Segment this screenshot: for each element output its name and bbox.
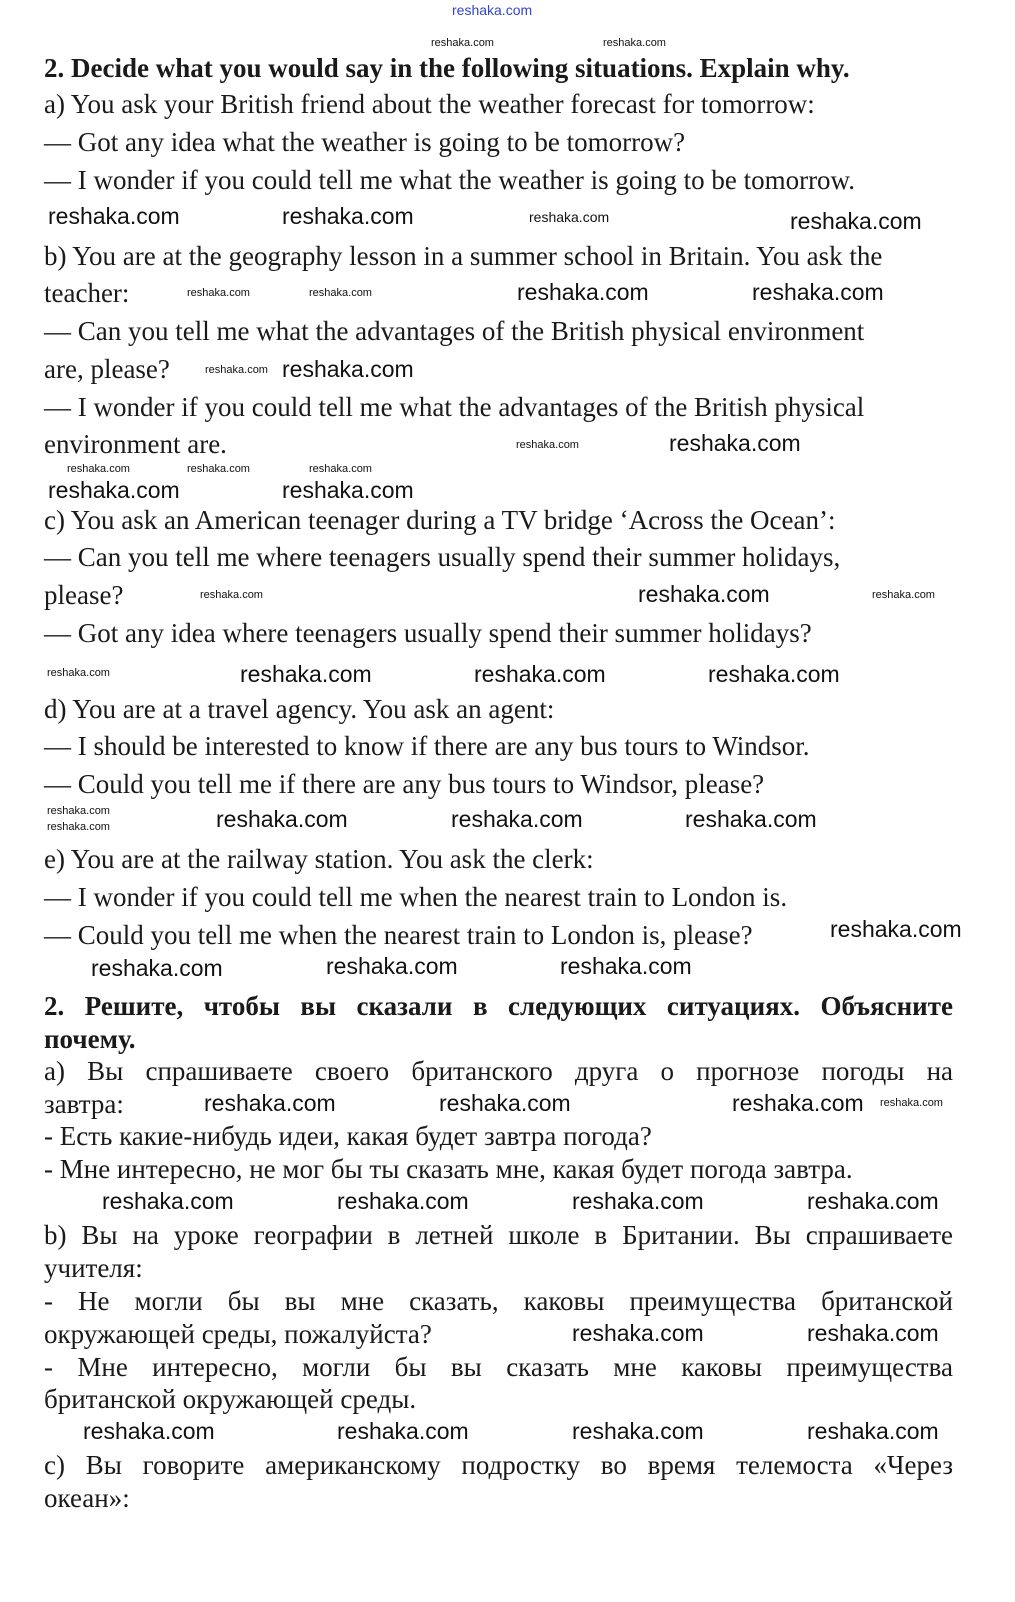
text-line: с) Вы говорите американскому подростку во время телемоста «Через (44, 1450, 953, 1480)
watermark: reshaka.com (200, 589, 263, 601)
watermark: reshaka.com (337, 1188, 469, 1214)
text-line: environment are. (44, 429, 227, 459)
watermark: reshaka.com (439, 1090, 571, 1116)
text-line: — I wonder if you could tell me when the nearest train to London is. (44, 882, 788, 912)
text-line: учителя: (44, 1253, 143, 1283)
text-line: — I wonder if you could tell me what the advantages of the British physical (44, 392, 865, 422)
text-line: b) Вы на уроке географии в летней школе в Британии. Вы спрашиваете (44, 1220, 953, 1250)
watermark: reshaka.com (309, 463, 372, 475)
text-line: teacher: (44, 278, 130, 308)
watermark: reshaka.com (560, 953, 692, 979)
exercise-heading-ru-cont: почему. (44, 1024, 136, 1054)
exercise-heading-ru: 2. Решите, чтобы вы сказали в следующих ситуациях. Объясните (44, 991, 953, 1021)
text-line: please? (44, 580, 124, 610)
watermark: reshaka.com (708, 661, 840, 687)
watermark: reshaka.com (282, 356, 414, 382)
watermark: reshaka.com (102, 1188, 234, 1214)
watermark: reshaka.com (452, 2, 533, 18)
text-line: - Мне интересно, могли бы вы сказать мне каковы преимущества (44, 1352, 953, 1382)
exercise-heading-en: 2. Decide what you would say in the following situations. Explain why. (44, 53, 850, 83)
text-line: are, please? (44, 354, 170, 384)
text-line: — I wonder if you could tell me what the weather is going to be tomorrow. (44, 165, 856, 195)
text-line: b) You are at the geography lesson in a summer school in Britain. You ask the (44, 241, 883, 271)
watermark: reshaka.com (669, 430, 801, 456)
text-line: — Got any idea what the weather is going to be tomorrow? (44, 127, 686, 157)
watermark: reshaka.com (529, 209, 610, 225)
watermark: reshaka.com (48, 477, 180, 503)
text-line: e) You are at the railway station. You ask the clerk: (44, 844, 594, 874)
watermark: reshaka.com (205, 364, 268, 376)
watermark: reshaka.com (732, 1090, 864, 1116)
text-line: d) You are at a travel agency. You ask an agent: (44, 694, 555, 724)
text-line: океан»: (44, 1483, 130, 1513)
watermark: reshaka.com (685, 806, 817, 832)
watermark: reshaka.com (48, 203, 180, 229)
watermark: reshaka.com (638, 581, 770, 607)
watermark: reshaka.com (790, 208, 922, 234)
watermark: reshaka.com (807, 1320, 939, 1346)
watermark: reshaka.com (282, 477, 414, 503)
text-line: окружающей среды, пожалуйста? (44, 1319, 432, 1349)
watermark: reshaka.com (572, 1320, 704, 1346)
watermark: reshaka.com (807, 1188, 939, 1214)
watermark: reshaka.com (572, 1418, 704, 1444)
watermark: reshaka.com (337, 1418, 469, 1444)
watermark: reshaka.com (187, 463, 250, 475)
watermark: reshaka.com (830, 916, 962, 942)
text-line: - Мне интересно, не мог бы ты сказать мне, какая будет погода завтра. (44, 1154, 853, 1184)
watermark: reshaka.com (516, 439, 579, 451)
watermark: reshaka.com (47, 667, 110, 679)
watermark: reshaka.com (240, 661, 372, 687)
watermark: reshaka.com (309, 287, 372, 299)
watermark: reshaka.com (282, 203, 414, 229)
watermark: reshaka.com (517, 279, 649, 305)
watermark: reshaka.com (807, 1418, 939, 1444)
watermark: reshaka.com (47, 805, 110, 817)
text-line: c) You ask an American teenager during a TV bridge ‘Across the Ocean’: (44, 505, 836, 535)
watermark: reshaka.com (204, 1090, 336, 1116)
text-line: a) You ask your British friend about the weather forecast for tomorrow: (44, 89, 815, 119)
watermark: reshaka.com (431, 37, 494, 49)
text-line: завтра: (44, 1089, 124, 1119)
text-line: — I should be interested to know if there are any bus tours to Windsor. (44, 731, 810, 761)
watermark: reshaka.com (91, 955, 223, 981)
watermark: reshaka.com (752, 279, 884, 305)
text-line: — Can you tell me what the advantages of the British physical environment (44, 316, 865, 346)
watermark: reshaka.com (187, 287, 250, 299)
text-line: - Не могли бы вы мне сказать, каковы преимущества британской (44, 1286, 953, 1316)
watermark: reshaka.com (474, 661, 606, 687)
watermark: reshaka.com (880, 1097, 943, 1109)
text-line: британской окружающей среды. (44, 1384, 417, 1414)
text-line: — Could you tell me if there are any bus tours to Windsor, please? (44, 769, 765, 799)
text-line: — Can you tell me where teenagers usually spend their summer holidays, (44, 542, 841, 572)
text-line: а) Вы спрашиваете своего британского друга о прогнозе погоды на (44, 1056, 953, 1086)
text-line: — Could you tell me when the nearest train to London is, please? (44, 920, 753, 950)
watermark: reshaka.com (326, 953, 458, 979)
watermark: reshaka.com (572, 1188, 704, 1214)
watermark: reshaka.com (603, 37, 666, 49)
watermark: reshaka.com (451, 806, 583, 832)
watermark: reshaka.com (47, 821, 110, 833)
watermark: reshaka.com (216, 806, 348, 832)
text-line: - Есть какие-нибудь идеи, какая будет завтра погода? (44, 1121, 652, 1151)
watermark: reshaka.com (67, 463, 130, 475)
watermark: reshaka.com (83, 1418, 215, 1444)
text-line: — Got any idea where teenagers usually spend their summer holidays? (44, 618, 812, 648)
watermark: reshaka.com (872, 589, 935, 601)
